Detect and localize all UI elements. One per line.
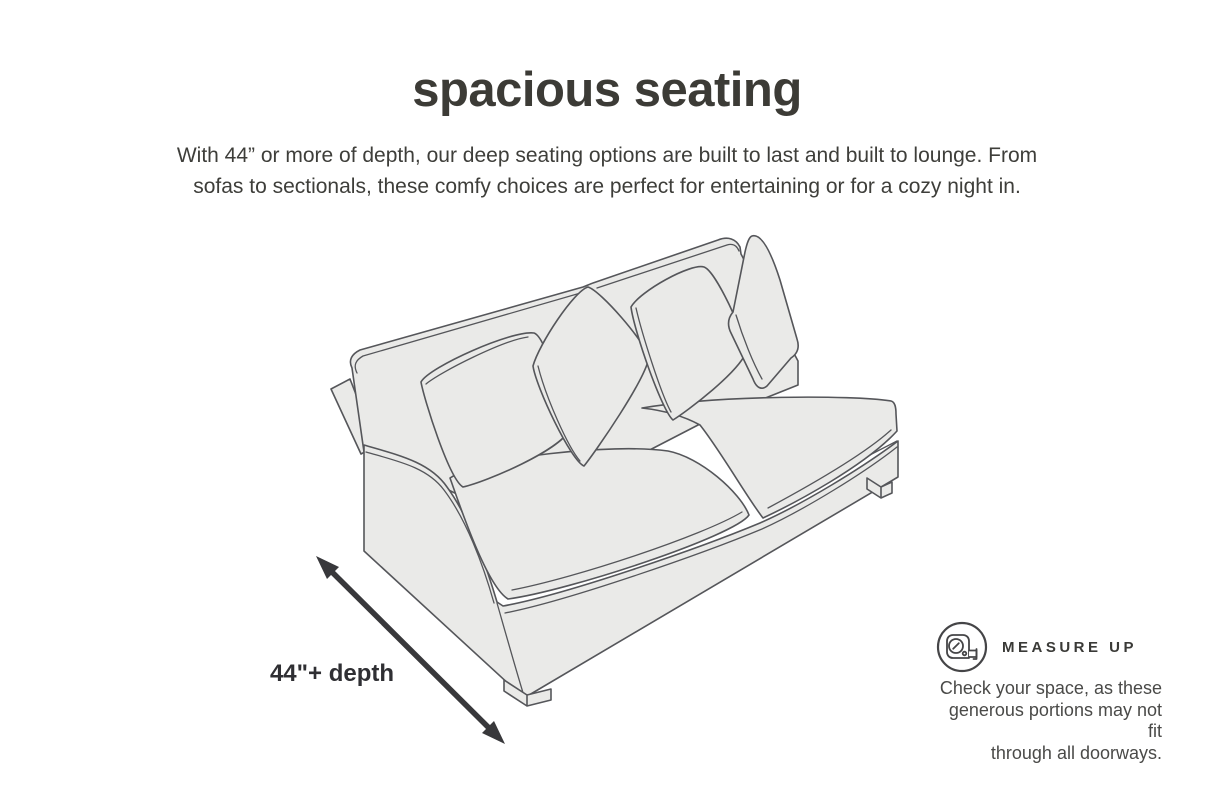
measure-up-section [936,621,1162,764]
measure-up-line-1: Check your space, as these [939,678,1162,698]
measure-up-text [936,678,1162,764]
measure-up-heading: MEASURE UP [1002,638,1138,656]
intro-line-2: sofas to sectionals, these comfy choices are perfect for entertaining or for a cozy night in. [193,174,1021,198]
measure-up-line-2: generous portions may not fit [948,699,1162,741]
measure-up-line-3: through all doorways. [990,742,1162,763]
page-title: spacious seating [412,63,802,117]
tape-measure-icon [936,621,988,673]
intro-line-1: With 44” or more of depth, our deep seating options are built to last and built to lounge. From [176,144,1038,167]
depth-dimension-label: 44"+ depth [269,660,395,687]
measure-up-header [936,621,1162,673]
